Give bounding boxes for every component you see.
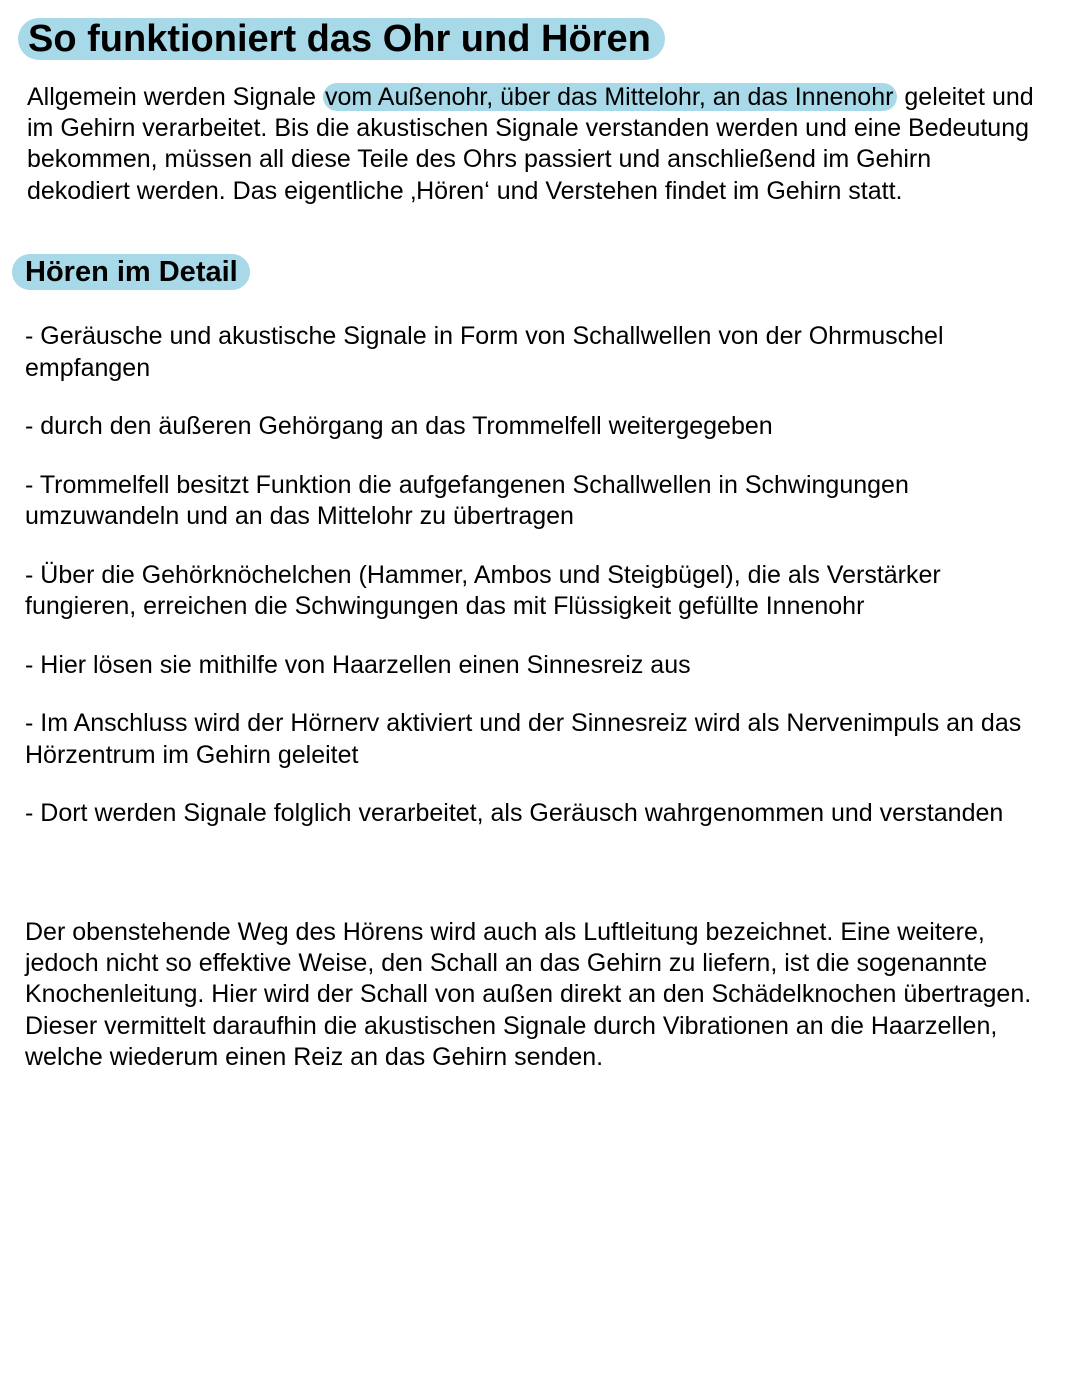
list-item: - Dort werden Signale folglich verarbeitet, als Geräusch wahrgenommen und verstanden	[25, 799, 1004, 827]
intro-text-start: Allgemein werden Signale	[27, 83, 324, 111]
hearing-steps-list	[25, 321, 1035, 857]
list-item: - Über die Gehörknöchelchen (Hammer, Ambos und Steigbügel), die als Verstärker fungieren, erreichen die Schwingungen das mit Flüssigkeit gefüllte Innenohr	[25, 560, 941, 620]
list-item: - Trommelfell besitzt Funktion die aufgefangenen Schallwellen in Schwingungen umzuwandeln und an das Mittelohr zu übertragen	[25, 470, 909, 530]
list-item: - Hier lösen sie mithilfe von Haarzellen einen Sinnesreiz aus	[25, 650, 691, 679]
intro-paragraph	[27, 82, 1037, 207]
list-item: - Geräusche und akustische Signale in Form von Schallwellen von der Ohrmuschel empfangen	[25, 322, 944, 382]
intro-text-end: geleitet und im Gehirn verarbeitet. Bis die akustischen Signale verstanden werden und eine Bedeutung bekommen, müssen all diese Teile des Ohrs passiert und anschließend im Gehirn dekodiert werden. Das eigentliche ‚Hören‘ und Verstehen findet im Gehirn statt.	[27, 83, 1034, 205]
list-item: - Im Anschluss wird der Hörnerv aktiviert und der Sinnesreiz wird als Nervenimpuls an das Hörzentrum im Gehirn geleitet	[25, 709, 1022, 769]
intro-highlight: vom Außenohr, über das Mittelohr, an das Innenohr	[323, 83, 897, 111]
section-heading: Hören im Detail	[12, 254, 250, 290]
page-title: So funktioniert das Ohr und Hören	[18, 18, 665, 60]
closing-paragraph: Der obenstehende Weg des Hörens wird auch als Luftleitung bezeichnet. Eine weitere, jedoch nicht so effektive Weise, den Schall an das Gehirn zu liefern, ist die sogenannte Knochenleitung. Hier wird der Schall von außen direkt an den Schädelknochen übertragen. Dieser vermittelt daraufhin die akustischen Signale durch Vibrationen an die Haarzellen, welche wiederum einen Reiz an das Gehirn senden.	[25, 918, 1032, 1071]
list-item: - durch den äußeren Gehörgang an das Trommelfell weitergegeben	[25, 412, 773, 440]
